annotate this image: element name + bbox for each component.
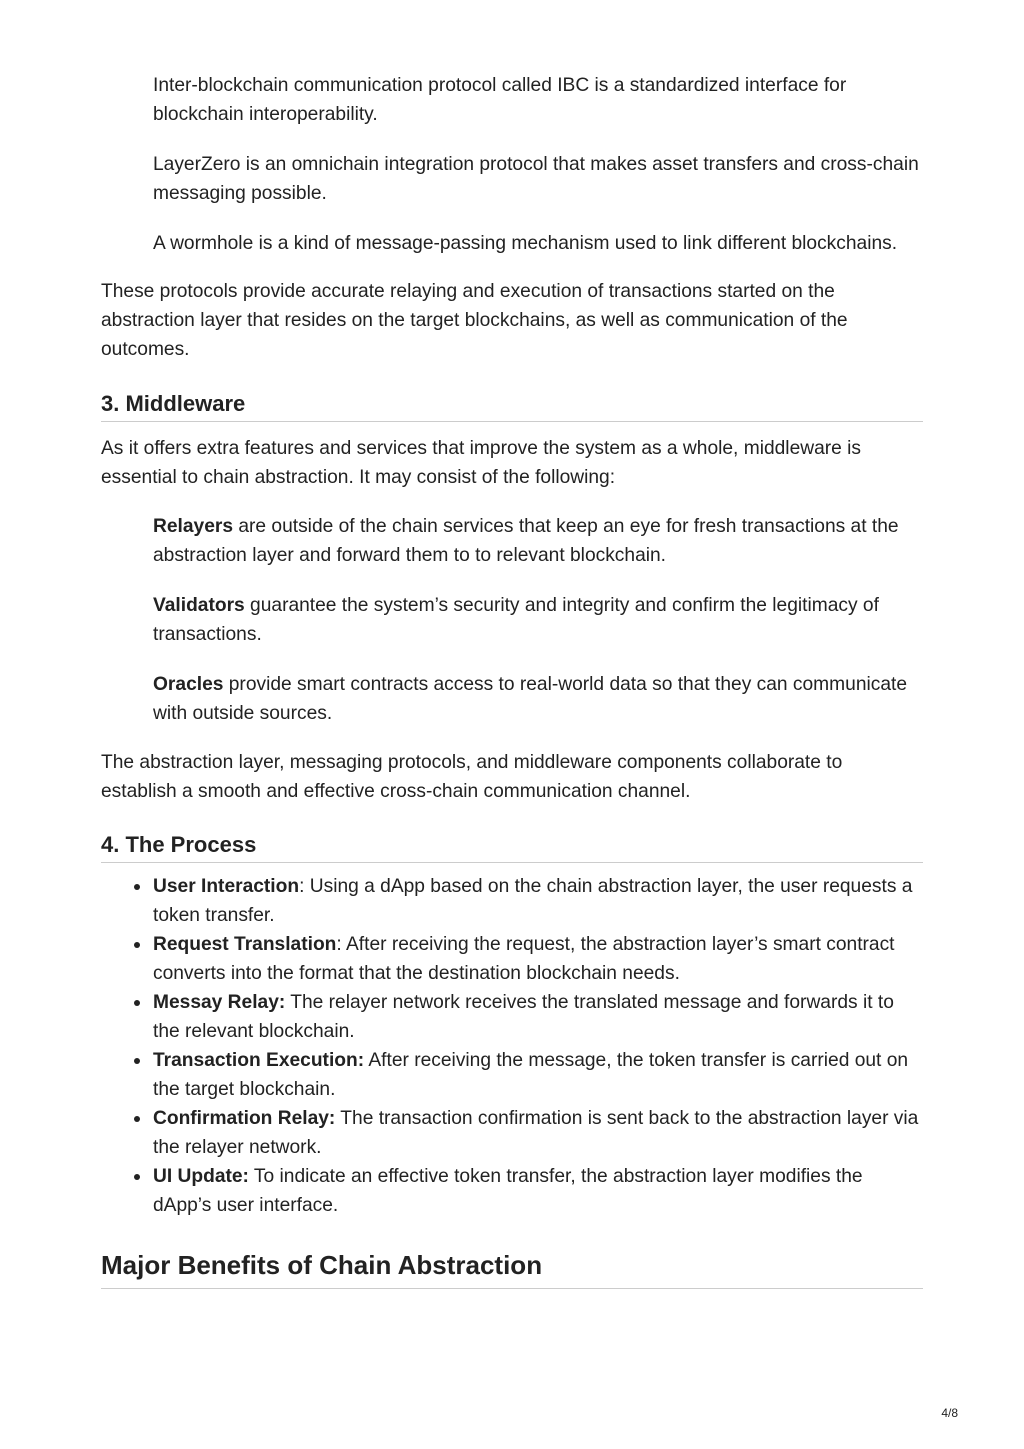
list-item [153,1046,923,1104]
step-text: : Using a dApp based on the chain abstraction layer, the user requests a token transfer. [153,876,913,926]
list-item [153,988,923,1046]
middleware-closing: The abstraction layer, messaging protocols, and middleware components collaborate to establish a smooth and effective cross-chain communication channel. [101,752,843,802]
bullet-dot [134,884,140,890]
protocol-item-layerzero: LayerZero is an omnichain integration protocol that makes asset transfers and cross-chain messaging possible. [153,154,919,204]
middleware-item-relayers [101,512,923,570]
step-text: After receiving the message, the token transfer is carried out on the target blockchain. [153,1050,909,1100]
process-heading: 4. The Process [101,831,923,863]
step-term: Messay Relay: [153,992,286,1013]
desc-validators: guarantee the system’s security and integrity and confirm the legitimacy of transactions. [153,595,879,645]
step-term: UI Update: [153,1166,249,1187]
desc-oracles: provide smart contracts access to real-world data so that they can communicate with outside sources. [153,674,908,724]
term-relayers: Relayers [153,516,234,537]
page-number: 4/8 [941,1406,958,1420]
step-term: Transaction Execution: [153,1050,365,1071]
bullet-dot [134,1174,140,1180]
middleware-heading: 3. Middleware [101,390,923,422]
process-steps-list [101,872,923,1220]
step-term: Request Translation [153,934,337,955]
middleware-intro: As it offers extra features and services that improve the system as a whole, middleware is essential to chain abstraction. It may consist of the following: [101,438,862,488]
list-item [153,930,923,988]
term-oracles: Oracles [153,674,224,695]
step-term: User Interaction [153,876,300,897]
document-page [101,71,923,1289]
bullet-dot [134,1000,140,1006]
bullet-dot [134,1058,140,1064]
list-item [153,872,923,930]
step-term: Confirmation Relay: [153,1108,336,1129]
bullet-dot [134,942,140,948]
step-text: The transaction confirmation is sent back to the abstraction layer via the relayer network. [153,1108,919,1158]
term-validators: Validators [153,595,245,616]
step-text: The relayer network receives the translated message and forwards it to the relevant blockchain. [153,992,894,1042]
protocols-paragraph: These protocols provide accurate relaying and execution of transactions started on the abstraction layer that resides on the target blockchains, as well as communication of the outcomes. [101,281,848,360]
protocol-item-wormhole: A wormhole is a kind of message-passing mechanism used to link different blockchains. [153,233,898,254]
list-item [153,1162,923,1220]
middleware-item-oracles [101,670,923,728]
bullet-dot [134,1116,140,1122]
step-text: To indicate an effective token transfer, the abstraction layer modifies the dApp’s user interface. [153,1166,863,1216]
benefits-heading: Major Benefits of Chain Abstraction [101,1248,923,1289]
middleware-item-validators [101,591,923,649]
protocol-item-ibc: Inter-blockchain communication protocol called IBC is a standardized interface for blockchain interoperability. [153,75,847,125]
desc-relayers: are outside of the chain services that keep an eye for fresh transactions at the abstraction layer and forward them to to relevant blockchain. [153,516,899,566]
list-item [153,1104,923,1162]
step-text: : After receiving the request, the abstraction layer’s smart contract converts into the format that the destination blockchain needs. [153,934,895,984]
